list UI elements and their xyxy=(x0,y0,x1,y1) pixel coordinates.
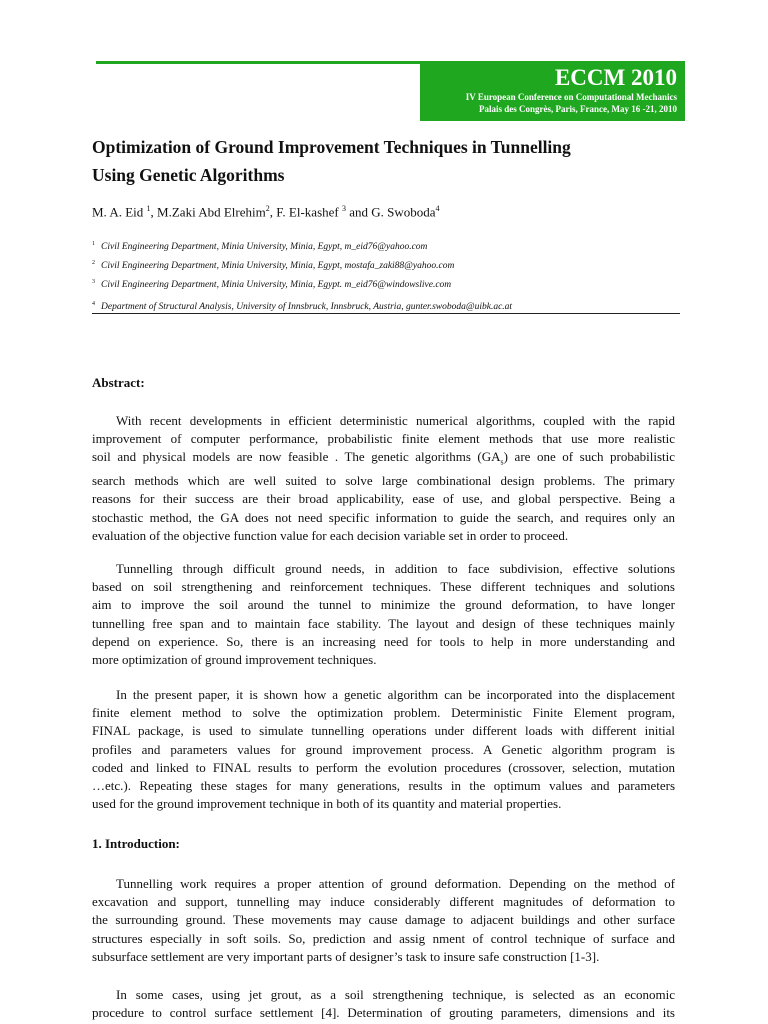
text-line: tunnelling free span and to maintain face stability. The layout and design of these techniques mainly xyxy=(92,615,675,631)
divider xyxy=(92,313,680,314)
text-line: …etc.). Repeating these stages for many generations, results in the optimum values and parameters xyxy=(92,778,675,794)
affiliation-num: 1 xyxy=(92,241,95,247)
affiliation-text: Department of Structural Analysis, University of Innsbruck, Innsbruck, Austria, gunter.swoboda@uibk.ac.at xyxy=(101,302,513,313)
introduction-paragraph-1 xyxy=(92,875,675,966)
text-line: evaluation of the objective function value for each decision variable set in order to proceed. xyxy=(92,527,569,543)
affiliation-num: 3 xyxy=(92,279,95,286)
text-line: more optimization of ground improvement techniques. xyxy=(92,652,377,668)
text-line: With recent developments in efficient deterministic numerical algorithms, coupled with the rapid xyxy=(116,413,675,428)
header-rule xyxy=(96,61,420,64)
introduction-paragraph-2 xyxy=(92,986,675,1022)
author-list xyxy=(92,200,440,221)
author-3: F. El-kashef xyxy=(276,204,339,220)
author-2: M.Zaki Abd Elrehim xyxy=(157,204,266,220)
text-line: profiles and parameters values for ground improvement process. A Genetic algorithm program is xyxy=(92,741,675,757)
introduction-heading: 1. Introduction: xyxy=(92,836,180,851)
text-fragment: ) are one of such probabilistic xyxy=(503,449,675,465)
author-2-sup: 2 xyxy=(265,204,270,213)
author-3-sup: 3 xyxy=(341,204,346,213)
author-1-sup: 1 xyxy=(146,204,151,213)
abstract-paragraph-2 xyxy=(92,560,675,669)
affiliations xyxy=(92,236,692,316)
text-line: finite element method to solve the optimization problem. Deterministic Finite Element program, xyxy=(92,705,675,721)
conference-subtitle-2: Palais des Congrès, Paris, France, May 16 -21, 2010 xyxy=(479,104,677,114)
abstract-paragraph-3 xyxy=(92,686,675,813)
subscript: s xyxy=(500,458,504,467)
text-line: depend on experience. So, there is an increasing need for tools to help in more understanding and xyxy=(92,633,675,649)
text-line: In some cases, using jet grout, as a soil strengthening technique, is selected as an economic xyxy=(116,987,675,1002)
text-line: search methods which are well suited to solve large combinational design problems. The primary xyxy=(92,473,675,489)
text-line: coded and linked to FINAL results to perform the evolution procedures (crossover, selection, mutation xyxy=(92,759,675,775)
author-1: M. A. Eid xyxy=(92,204,144,220)
author-4: G. Swoboda xyxy=(371,204,436,220)
text-line: structures especially in soft soils. So, prediction and assig nment of control technique of surface and xyxy=(92,930,675,946)
text-line: excavation and support, tunnelling may induce considerably different magnitudes of deformation to xyxy=(92,894,675,910)
abstract-heading: Abstract: xyxy=(92,375,145,390)
affiliation-text: Civil Engineering Department, Minia University, Minia, Egypt. m_eid76@windowslive.com xyxy=(101,280,452,291)
affiliation-text: Civil Engineering Department, Minia University, Minia, Egypt, mostafa_zaki88@yahoo.com xyxy=(101,261,455,272)
title-line-1: Optimization of Ground Improvement Techniques in Tunnelling xyxy=(92,137,571,157)
text-fragment: soil and physical models are now feasible . The genetic algorithms (GA xyxy=(92,449,501,465)
text-line: based on soil strengthening and reinforcement techniques. These different techniques and solutions xyxy=(92,579,675,595)
text-line: used for the ground improvement technique in both of its quantity and material properties. xyxy=(92,796,562,812)
conference-subtitle-1: IV European Conference on Computational Mechanics xyxy=(465,92,677,102)
author-sep: and xyxy=(345,204,372,220)
text-line: aim to improve the soil around the tunnel to minimize the ground deformation, to have longer xyxy=(92,597,675,613)
author-sep: , xyxy=(269,204,277,220)
text-line: subsurface settlement are very important parts of designer’s task to insure safe construction [1-3]. xyxy=(92,948,600,964)
affiliation-3 xyxy=(92,274,692,293)
affiliation-num: 2 xyxy=(92,260,95,267)
text-line: the surrounding ground. These movements may cause damage to adjacent buildings and other surface xyxy=(92,912,675,928)
affiliation-1 xyxy=(92,236,692,255)
text-line: procedure to control surface settlement [4]. Determination of grouting parameters, dimensions and its xyxy=(92,1005,675,1021)
text-line: stochastic method, the GA does not need specific information to guide the search, and requires only an xyxy=(92,509,675,525)
author-sep: , xyxy=(150,204,158,220)
conference-name: ECCM 2010 xyxy=(554,65,677,90)
text-line: improvement of computer performance, probabilistic finite element methods that use more realistic xyxy=(92,431,675,447)
author-4-sup: 4 xyxy=(435,204,440,213)
paper-title xyxy=(92,133,692,189)
abstract-paragraph-1 xyxy=(92,412,675,545)
text-line: Tunnelling work requires a proper attention of ground deformation. Depending on the method of xyxy=(116,876,675,891)
affiliation-text: Civil Engineering Department, Minia University, Minia, Egypt, m_eid76@yahoo.com xyxy=(101,242,428,253)
affiliation-2 xyxy=(92,255,692,274)
text-line xyxy=(92,448,675,472)
text-line: FINAL package, is used to simulate tunnelling operations under different loads with different initial xyxy=(92,723,675,739)
text-line: Tunnelling through difficult ground needs, in addition to face subdivision, effective solutions xyxy=(116,561,675,576)
text-line: reasons for their success are their broad applicability, ease of use, and global perspective. Being a xyxy=(92,491,675,507)
conference-banner xyxy=(420,61,685,121)
title-line-2: Using Genetic Algorithms xyxy=(92,165,285,185)
text-line: In the present paper, it is shown how a genetic algorithm can be incorporated into the displacement xyxy=(116,687,675,702)
affiliation-num: 4 xyxy=(92,301,95,308)
